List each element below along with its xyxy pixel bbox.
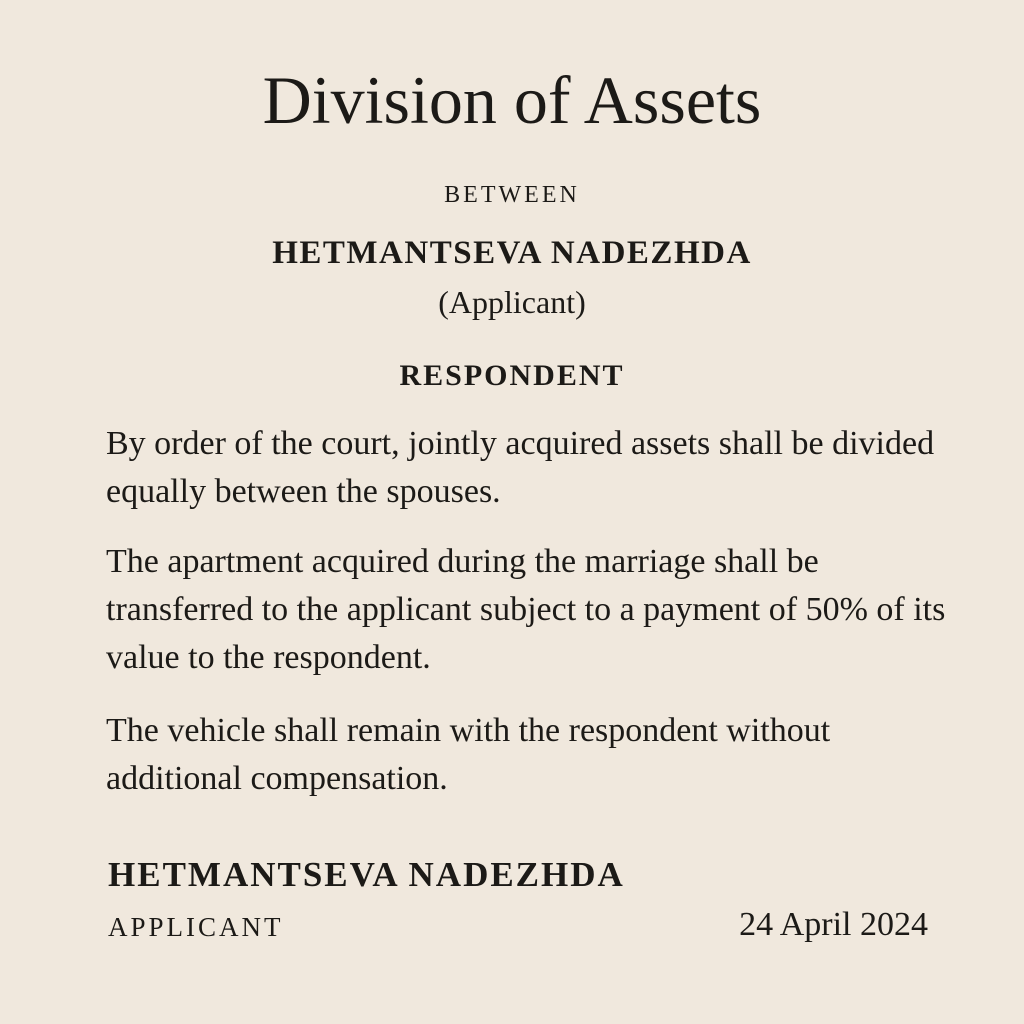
paragraph-vehicle: The vehicle shall remain with the respondent without additional compensation. (106, 712, 831, 797)
applicant-role: (Applicant) (438, 284, 586, 320)
signature-name: HETMANTSEVA NADEZHDA (108, 855, 625, 894)
applicant-name: HETMANTSEVA NADEZHDA (272, 235, 752, 271)
signature-role: APPLICANT (108, 912, 284, 942)
document-title: Division of Assets (262, 62, 762, 138)
between-label: BETWEEN (444, 182, 580, 208)
paragraph-equal-division: By order of the court, jointly acquired assets shall be divided equally between the spouses. (106, 425, 935, 510)
paragraph-apartment: The apartment acquired during the marriage shall be transferred to the applicant subject to a payment of 50% of its value to the respondent. (106, 543, 946, 676)
signature-date: 24 April 2024 (739, 906, 928, 943)
respondent-label: RESPONDENT (399, 359, 625, 392)
